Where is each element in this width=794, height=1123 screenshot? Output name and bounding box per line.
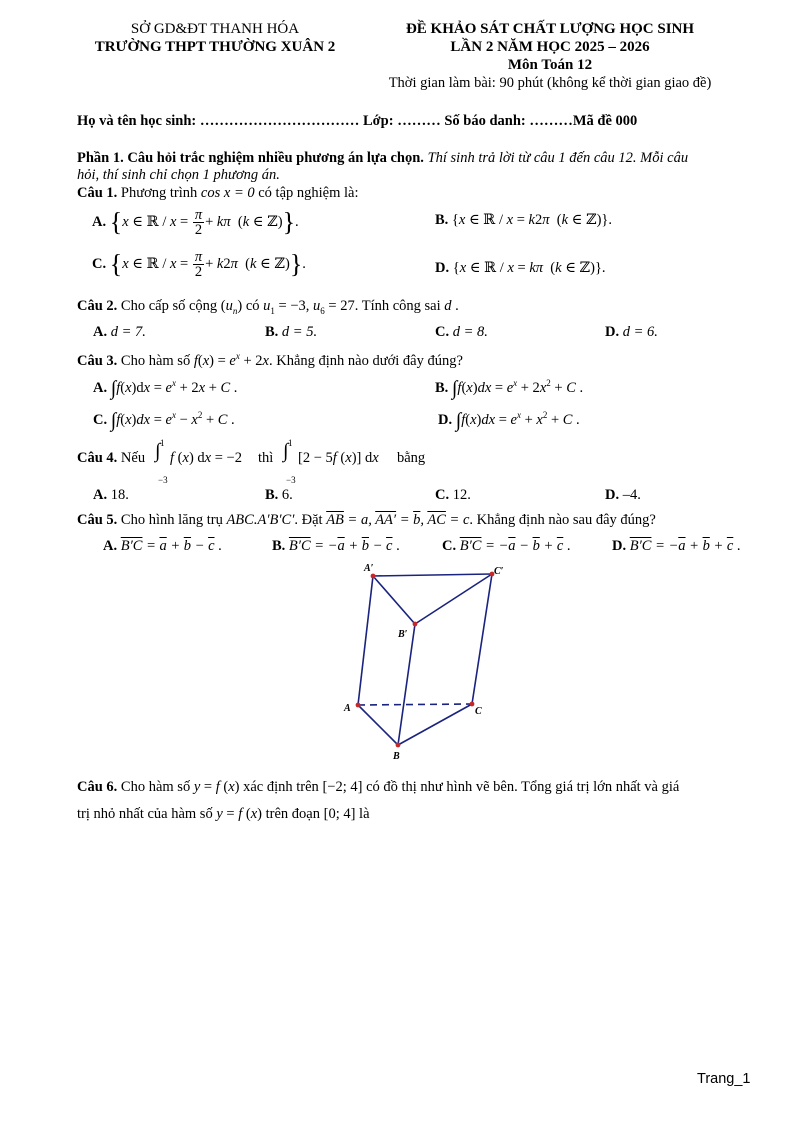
header-left-line1: SỞ GD&ĐT THANH HÓA: [130, 21, 300, 37]
q6-text5: trên đoạn: [265, 806, 320, 822]
point-b1: [413, 622, 418, 627]
point-a1: [371, 574, 376, 579]
q1-stem: [77, 184, 359, 202]
q2-option-c-letter: C.: [435, 324, 450, 340]
header-right-line2: LẦN 2 NĂM HỌC 2025 – 2026: [450, 39, 650, 55]
part1-title-italic: Thí sinh trả lời từ câu 1 đến câu 12. Mỗi câu: [423, 150, 689, 166]
q4-option-b-value: 6.: [281, 487, 293, 503]
edge-a1-a: [358, 576, 373, 705]
header-left-line2: TRƯỜNG THPT THƯỜNG XUÂN 2: [94, 39, 336, 55]
q2-option-d-value: d = 6.: [622, 324, 658, 340]
q4-option-a-letter: A.: [93, 487, 108, 503]
q1-option-d[interactable]: D. {x ∈ ℝ / x = kπ (k ∈ ℤ)}.: [435, 260, 606, 276]
q6-text2: xác định trên: [243, 779, 319, 795]
q1-equation: cos x = 0: [200, 185, 255, 201]
q5-option-b[interactable]: B. $B'C = -\overline{a} + \overline{b} - \overline{c}$ .: [272, 538, 400, 554]
q5-label: Câu 5.: [77, 512, 118, 528]
q5-option-b-letter: B.: [272, 538, 286, 554]
q2-text3: . Tính công sai: [354, 298, 441, 314]
label-a1: A′: [364, 563, 374, 574]
q6-text6: là: [359, 806, 370, 822]
q3-option-a-letter: A.: [93, 379, 108, 396]
q2-option-b-value: d = 5.: [281, 324, 318, 340]
q4-option-a[interactable]: [93, 486, 129, 504]
q6-text3: có đồ thị như hình vẽ bên. Tổng giá trị lớn nhất và giá: [366, 779, 680, 795]
q1-label: Câu 1.: [77, 185, 118, 201]
q2-text2: có: [245, 298, 260, 314]
q5-text2: . Đặt: [294, 512, 323, 528]
q3-option-b-letter: B.: [435, 379, 449, 396]
q4-stem: [77, 449, 145, 467]
point-a: [356, 703, 361, 708]
q6-text4: trị nhỏ nhất của hàm số: [77, 806, 213, 822]
q2-option-c-value: d = 8.: [452, 324, 488, 340]
q2-option-a[interactable]: [93, 323, 146, 341]
q1-option-b[interactable]: B. {x ∈ ℝ / x = k2π (k ∈ ℤ)}.: [435, 212, 612, 228]
q4-option-c-value: 12.: [452, 487, 471, 503]
part1-title-bold: Phần 1. Câu hỏi trắc nghiệm nhiều phương án lựa chọn.: [77, 150, 424, 166]
q6-text1: Cho hàm số: [120, 779, 191, 795]
q4-option-b-letter: B.: [265, 487, 279, 503]
page-number: Trang_1: [697, 1071, 751, 1087]
q3-option-d-letter: D.: [438, 411, 453, 428]
q3-option-c[interactable]: C. $\int f(x)dx = e^x - x^2 + C$ .: [93, 409, 235, 432]
prism-figure: [330, 560, 520, 765]
header-right-line1: ĐỀ KHẢO SÁT CHẤT LƯỢNG HỌC SINH: [405, 21, 695, 37]
part1-title-italic-2: hỏi, thí sinh chỉ chọn 1 phương án.: [77, 167, 280, 183]
q3-option-c-letter: C.: [93, 411, 108, 428]
q2-option-a-value: d = 7.: [110, 324, 146, 340]
q5-tail: . Khẳng định nào sau đây đúng?: [469, 512, 656, 528]
label-b1: B′: [398, 629, 408, 640]
q6-label: Câu 6.: [77, 779, 118, 795]
q1-text: Phương trình: [117, 185, 198, 201]
q1-option-b-letter: B.: [435, 212, 449, 228]
q4-text: Nếu: [120, 450, 146, 466]
q3-text: Cho hàm số: [120, 352, 191, 369]
q5-option-a-letter: A.: [103, 538, 118, 554]
student-info-line: Họ và tên học sinh: …………………………… Lớp: ……… Số báo danh: ………Mã đề 000: [77, 113, 638, 129]
q3-option-d[interactable]: D. $\int f(x)dx = e^x + x^2 + C$ .: [438, 409, 580, 432]
q5-text: Cho hình lăng trụ: [120, 512, 223, 528]
edge-a1-c1: [373, 574, 492, 576]
q5-prism: ABC.A′B′C′: [226, 512, 295, 528]
q4-option-b[interactable]: [265, 486, 293, 504]
q4-option-c-letter: C.: [435, 487, 450, 503]
label-b: B: [393, 751, 400, 762]
q5-option-c[interactable]: C. $B'C = -\overline{a} - \overline{b} + \overline{c}$ .: [442, 538, 571, 554]
q3-tail: . Khẳng định nào dưới đây đúng?: [268, 352, 463, 369]
point-b: [396, 743, 401, 748]
edge-b1-b: [398, 624, 415, 745]
q2-option-d-letter: D.: [605, 324, 620, 340]
q3-option-b[interactable]: B. $\int f(x)dx = e^x + 2x^2 + C$ .: [435, 377, 584, 400]
q2-option-b-letter: B.: [265, 324, 279, 340]
q4-given-integral: 1 ∫ −3 f (x) dx = −2: [155, 438, 242, 485]
q6-line2: trị nhỏ nhất của hàm số y = f (x) trên đoạn [0; 4] là: [77, 806, 370, 822]
q4-option-a-value: 18.: [110, 487, 129, 503]
q2-label: Câu 2.: [77, 298, 118, 314]
q5-option-d-letter: D.: [612, 538, 627, 554]
q2-option-a-letter: A.: [93, 324, 108, 340]
q2-option-b[interactable]: [265, 323, 317, 341]
q6-line1: Câu 6. Cho hàm số y = f (x) xác định trên [−2; 4] có đồ thị như hình vẽ bên. Tổng giá trị lớn nhất và giá: [77, 779, 680, 795]
q3-stem: Câu 3. Cho hàm số $f(x) = e^x + 2x$. Khẳng định nào dưới đây đúng?: [77, 351, 463, 369]
edge-b1-c1: [415, 574, 492, 624]
label-c1: C′: [494, 566, 504, 577]
q5-stem: Câu 5. Cho hình lăng trụ ABC.A′B′C′. Đặt $\overline{AB} = a$, $AA' = \overline{b}$, $\overline{AC} = c$. Khẳng định nào sau đây đúng?: [77, 512, 656, 528]
edge-a-c-hidden: [358, 704, 472, 705]
q1-tail: có tập nghiệm là:: [254, 185, 359, 201]
header-right-line3: Môn Toán 12: [507, 57, 593, 73]
label-a: A: [344, 703, 351, 714]
q1-option-c-letter: C.: [92, 255, 107, 272]
q4-option-d[interactable]: [605, 486, 641, 504]
edge-a1-b1: [373, 576, 415, 624]
edge-c1-c: [472, 574, 492, 704]
header-right-line4: Thời gian làm bài: 90 phút (không kể thời gian giao đề): [388, 75, 712, 91]
q4-option-c[interactable]: [435, 486, 471, 504]
q2-option-c[interactable]: [435, 323, 488, 341]
q4-then: thì: [258, 450, 274, 466]
q3-label: Câu 3.: [77, 352, 118, 369]
q4-option-d-value: –4.: [622, 487, 641, 503]
edge-b-c: [398, 704, 472, 745]
q3-option-a[interactable]: A. $\int f(x)dx = e^x + 2x + C$ .: [93, 377, 238, 400]
q1-option-a-letter: A.: [92, 213, 107, 230]
q5-option-c-letter: C.: [442, 538, 457, 554]
q4-tail: bằng: [397, 450, 426, 466]
point-c: [470, 702, 475, 707]
edge-a-b: [358, 705, 398, 745]
q5-option-d[interactable]: D. $B'C = -\overline{a} + \overline{b} + \overline{c}$ .: [612, 538, 741, 554]
q5-option-a[interactable]: A. $B'C = \overline{a} + \overline{b} - \overline{c}$ .: [103, 538, 222, 554]
q4-option-d-letter: D.: [605, 487, 620, 503]
q2-option-d[interactable]: [605, 323, 658, 341]
q1-option-c[interactable]: C. {x ∈ ℝ / x = $\frac{\pi}{2}$ + k2π (k ∈ ℤ)}.: [92, 249, 306, 280]
q2-text: Cho cấp số cộng: [120, 298, 218, 314]
q4-label: Câu 4.: [77, 450, 118, 466]
q2-stem: Câu 2. Cho cấp số cộng $(u_n)$ có $u_1 = -3$, $u_6 = 27$. Tính công sai d .: [77, 298, 459, 316]
part1-title: [77, 149, 688, 167]
q1-option-d-letter: D.: [435, 260, 450, 276]
q1-option-a[interactable]: A. {x ∈ ℝ / x = $\frac{\pi}{2}$ + kπ (k ∈ ℤ)}.: [92, 207, 299, 238]
label-c: C: [475, 706, 482, 717]
q4-target-integral: 1 ∫ −3 [2 − 5f (x)] dx: [283, 438, 379, 485]
